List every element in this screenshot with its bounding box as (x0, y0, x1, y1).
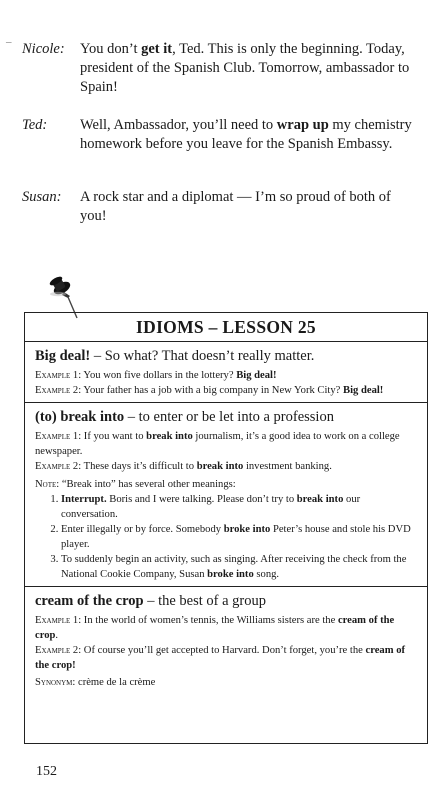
text-run: You don’t (80, 41, 142, 57)
speaker-name: Nicole: (22, 41, 65, 57)
text-run: our conversation. (61, 494, 361, 520)
meanings-list (35, 492, 417, 582)
note-text: “Break into” has several other meanings: (59, 479, 236, 490)
bold-phrase: get it (141, 41, 173, 57)
synonym-text: crème de la crème (75, 677, 156, 688)
example-line (35, 383, 417, 398)
bold-phrase: break into (146, 431, 193, 442)
idiom-definition: – to enter or be let into a profession (124, 409, 334, 425)
speech-text (80, 188, 420, 226)
text-run: investment banking. (243, 461, 332, 472)
speech-text (80, 40, 420, 97)
example-text (35, 645, 405, 671)
idiom-section-cream-of-the-crop (25, 587, 427, 694)
text-run: . (55, 630, 59, 641)
text-run: Enter illegally or by force. Somebody (61, 524, 224, 535)
bold-phrase: Big deal! (236, 370, 277, 381)
box-title: IDIOMS – LESSON 25 (25, 313, 427, 342)
text-run: To suddenly begin an activity, such as singing. After receiving the check from the National Cookie Company, Susan (61, 554, 407, 580)
example-line (35, 643, 417, 673)
idioms-box (24, 312, 428, 744)
idiom-term: Big deal! (35, 348, 91, 364)
bold-phrase: Big deal! (343, 385, 384, 396)
example-label: Example 1: (35, 431, 82, 442)
bold-phrase: cream of the crop (35, 615, 395, 641)
example-line (35, 368, 417, 383)
idiom-headline (35, 346, 417, 366)
example-label: Example 2: (35, 461, 82, 472)
text-run: , Ted. This is only the beginning. Today, president of the Spanish Club. Tomorrow, ambassador to Spain! (80, 41, 410, 95)
bold-phrase: Interrupt. (61, 494, 110, 505)
bold-phrase: break into (196, 461, 244, 472)
example-line (35, 459, 417, 474)
page-mark: – (6, 36, 12, 48)
speaker-name: Ted: (22, 117, 48, 133)
page-number: 152 (36, 764, 57, 779)
example-text (81, 461, 332, 472)
text-run: song. (253, 569, 280, 580)
text-run: my chemistry homework before you leave for the Spanish Embassy. (80, 117, 412, 152)
bold-phrase: broke into (207, 569, 254, 580)
idiom-section-break-into (25, 403, 427, 587)
text-run: These days it’s difficult to (81, 461, 197, 472)
example-line (35, 429, 417, 459)
speaker-name: Susan: (22, 189, 62, 205)
example-label: Example 1: (35, 615, 82, 626)
example-text (35, 615, 394, 641)
note-label: Note: (35, 479, 60, 490)
idiom-headline (35, 591, 417, 611)
bold-phrase: broke into (223, 524, 271, 535)
text-run: Boris and I were talking. Please don’t try to (109, 494, 297, 505)
synonym-label: Synonym: (35, 677, 76, 688)
text-run: You won five dollars in the lottery? (81, 370, 237, 381)
example-text (81, 385, 383, 396)
meaning-item (61, 492, 417, 522)
example-line (35, 613, 417, 643)
idiom-definition: – So what? That doesn’t really matter. (90, 348, 315, 364)
example-text (35, 431, 400, 457)
text-run: In the world of women’s tennis, the Williams sisters are the (81, 615, 338, 626)
note-line (35, 477, 417, 492)
text-run: Well, Ambassador, you’ll need to (80, 117, 277, 133)
bold-phrase: wrap up (276, 117, 329, 133)
text-run: Your father has a job with a big company in New York City? (81, 385, 344, 396)
text-run: journalism, it’s a good idea to work on a college newspaper. (35, 431, 400, 457)
speech-text (80, 116, 420, 154)
idiom-section-big-deal (25, 342, 427, 403)
bold-phrase: break into (296, 494, 344, 505)
synonym-line (35, 675, 417, 690)
example-label: Example 2: (35, 385, 82, 396)
meaning-item (61, 552, 417, 582)
bold-phrase: cream of the crop! (35, 645, 406, 671)
meaning-item (61, 522, 417, 552)
example-label: Example 1: (35, 370, 82, 381)
example-text (81, 370, 276, 381)
text-run: Peter’s house and stole his DVD player. (61, 524, 411, 550)
idiom-term: (to) break into (35, 409, 125, 425)
idiom-term: cream of the crop (35, 593, 144, 609)
idiom-headline (35, 407, 417, 427)
idiom-definition: – the best of a group (143, 593, 267, 609)
example-label: Example 2: (35, 645, 82, 656)
text-run: A rock star and a diplomat — I’m so proud of both of you! (80, 189, 391, 224)
text-run: Of course you’ll get accepted to Harvard. Don’t forget, you’re the (81, 645, 366, 656)
text-run: If you want to (81, 431, 147, 442)
